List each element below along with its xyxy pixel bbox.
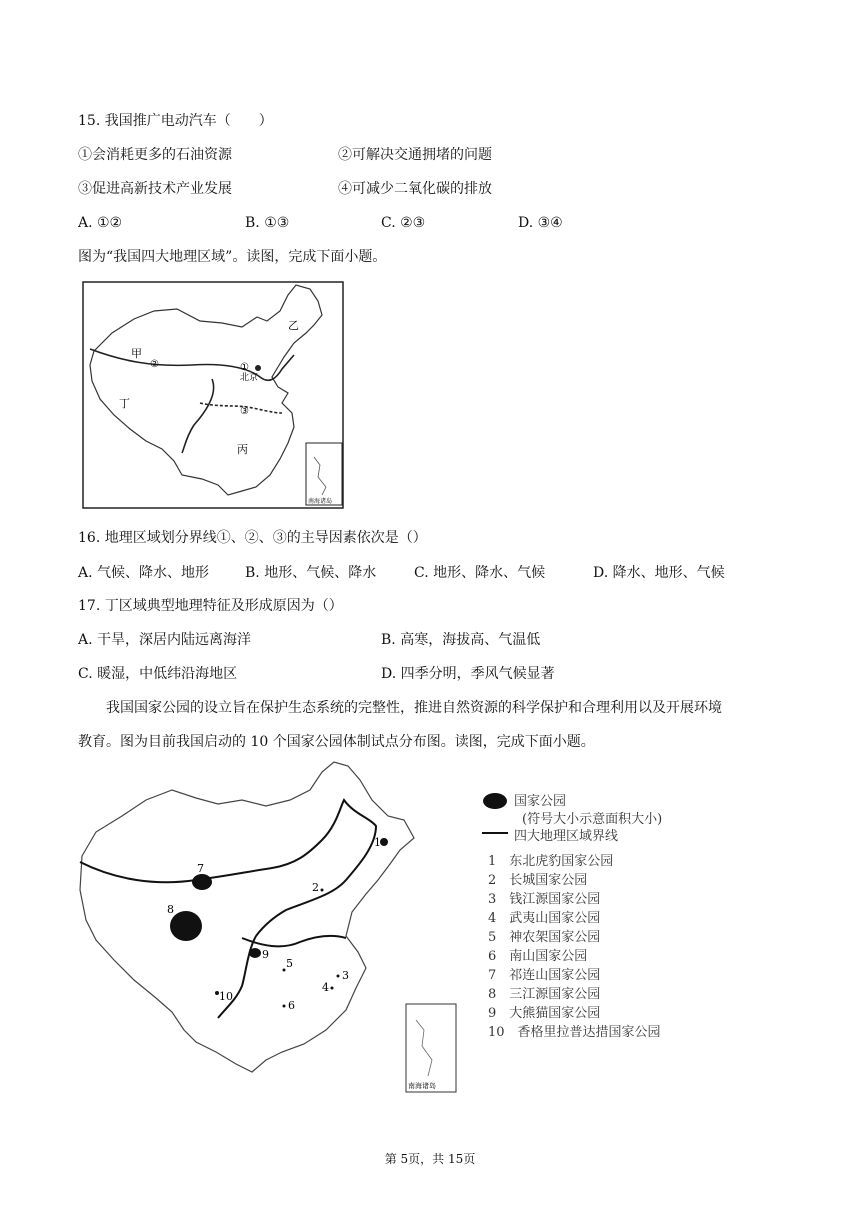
- legend-symbol-note: (符号大小示意面积大小): [522, 812, 663, 827]
- legend-park-3: 3 钱江源国家公园: [488, 892, 601, 907]
- beijing-marker: [255, 365, 261, 371]
- intro-four-regions: 图为“我国四大地理区域”。读图，完成下面小题。: [78, 249, 387, 265]
- park-marker-7: [192, 874, 212, 890]
- park-number-9: 9: [262, 948, 269, 961]
- q15-option-a: A. ①②: [78, 215, 123, 231]
- parks-legend: [480, 790, 750, 1050]
- park-marker-9: [249, 948, 261, 958]
- legend-park-10: 10 香格里拉普达措国家公园: [488, 1025, 661, 1040]
- park-marker-4: [331, 987, 334, 990]
- q15-statement-1: ①会消耗更多的石油资源: [78, 147, 232, 163]
- legend-park-1: 1 东北虎豹国家公园: [488, 854, 614, 869]
- inset-label-1: 南海诸岛: [308, 498, 333, 505]
- q17-option-a: A. 干旱，深居内陆远离海洋: [78, 632, 252, 648]
- legend-symbol-label: 国家公园: [514, 794, 567, 809]
- park-number-1: 1: [374, 836, 381, 849]
- q15-option-c: C. ②③: [381, 215, 426, 231]
- park-number-7: 7: [197, 862, 204, 875]
- q17-stem: 17. 丁区域典型地理特征及形成原因为（）: [78, 598, 343, 614]
- q15-statement-4: ④可减少二氧化碳的排放: [338, 181, 492, 197]
- intro-national-parks-line1: 我国国家公园的设立旨在保护生态系统的完整性，推进自然资源的科学保护和合理利用以及开展环境: [106, 700, 722, 716]
- q15-stem: 15. 我国推广电动汽车（ ）: [78, 113, 273, 129]
- label-beijing: 北京: [240, 373, 259, 383]
- q15-statement-2: ②可解决交通拥堵的问题: [338, 147, 492, 163]
- park-number-6: 6: [288, 999, 295, 1012]
- label-bing: 丙: [237, 443, 248, 456]
- intro-national-parks-line2: 教育。图为目前我国启动的 10 个国家公园体制试点分布图。读图，完成下面小题。: [78, 734, 595, 750]
- park-number-10: 10: [219, 990, 233, 1003]
- q17-option-b: B. 高寒，海拔高、气温低: [381, 632, 541, 648]
- legend-boundary-label: 四大地理区域界线: [514, 829, 619, 844]
- park-symbol-icon: [482, 792, 508, 810]
- legend-park-2: 2 长城国家公园: [488, 873, 588, 888]
- park-marker-8: [170, 911, 202, 941]
- label-jia: 甲: [131, 347, 142, 360]
- park-marker-2: [321, 889, 324, 892]
- boundary-1-label: ①: [240, 362, 249, 373]
- legend-park-7: 7 祁连山国家公园: [488, 968, 601, 983]
- legend-park-6: 6 南山国家公园: [488, 949, 588, 964]
- four-regions-map: [82, 281, 344, 509]
- park-number-8: 8: [167, 903, 174, 916]
- q15-option-d: D. ③④: [518, 215, 563, 231]
- inset-label-2: 南海诸岛: [408, 1082, 436, 1090]
- legend-park-9: 9 大熊猫国家公园: [488, 1006, 601, 1021]
- boundary-line-icon: [482, 830, 508, 836]
- boundary-3-label: ③: [240, 406, 249, 417]
- park-marker-6: [283, 1005, 286, 1008]
- label-yi: 乙: [288, 319, 299, 332]
- legend-park-5: 5 神农架国家公园: [488, 930, 601, 945]
- park-marker-3: [337, 975, 340, 978]
- legend-park-4: 4 武夷山国家公园: [488, 911, 601, 926]
- q15-statement-3: ③促进高新技术产业发展: [78, 181, 232, 197]
- label-ding: 丁: [119, 397, 130, 410]
- q16-option-c: C. 地形、降水、气候: [414, 565, 546, 581]
- page-footer: 第 5页，共 15页: [384, 1152, 476, 1166]
- q16-option-a: A. 气候、降水、地形: [78, 565, 210, 581]
- legend-park-8: 8 三江源国家公园: [488, 987, 601, 1002]
- q16-stem: 16. 地理区域划分界线①、②、③的主导因素依次是（）: [78, 530, 427, 546]
- park-marker-1: [380, 838, 388, 846]
- park-number-5: 5: [286, 957, 293, 970]
- park-number-3: 3: [342, 969, 349, 982]
- national-parks-map: [76, 760, 472, 1096]
- park-number-4: 4: [322, 981, 329, 994]
- boundary-2-label: ②: [150, 359, 159, 370]
- q17-option-d: D. 四季分明，季风气候显著: [381, 666, 555, 682]
- q15-option-b: B. ①③: [245, 215, 290, 231]
- park-number-2: 2: [312, 881, 319, 894]
- q16-option-b: B. 地形、气候、降水: [245, 565, 377, 581]
- q16-option-d: D. 降水、地形、气候: [593, 565, 725, 581]
- q17-option-c: C. 暖湿，中低纬沿海地区: [78, 666, 238, 682]
